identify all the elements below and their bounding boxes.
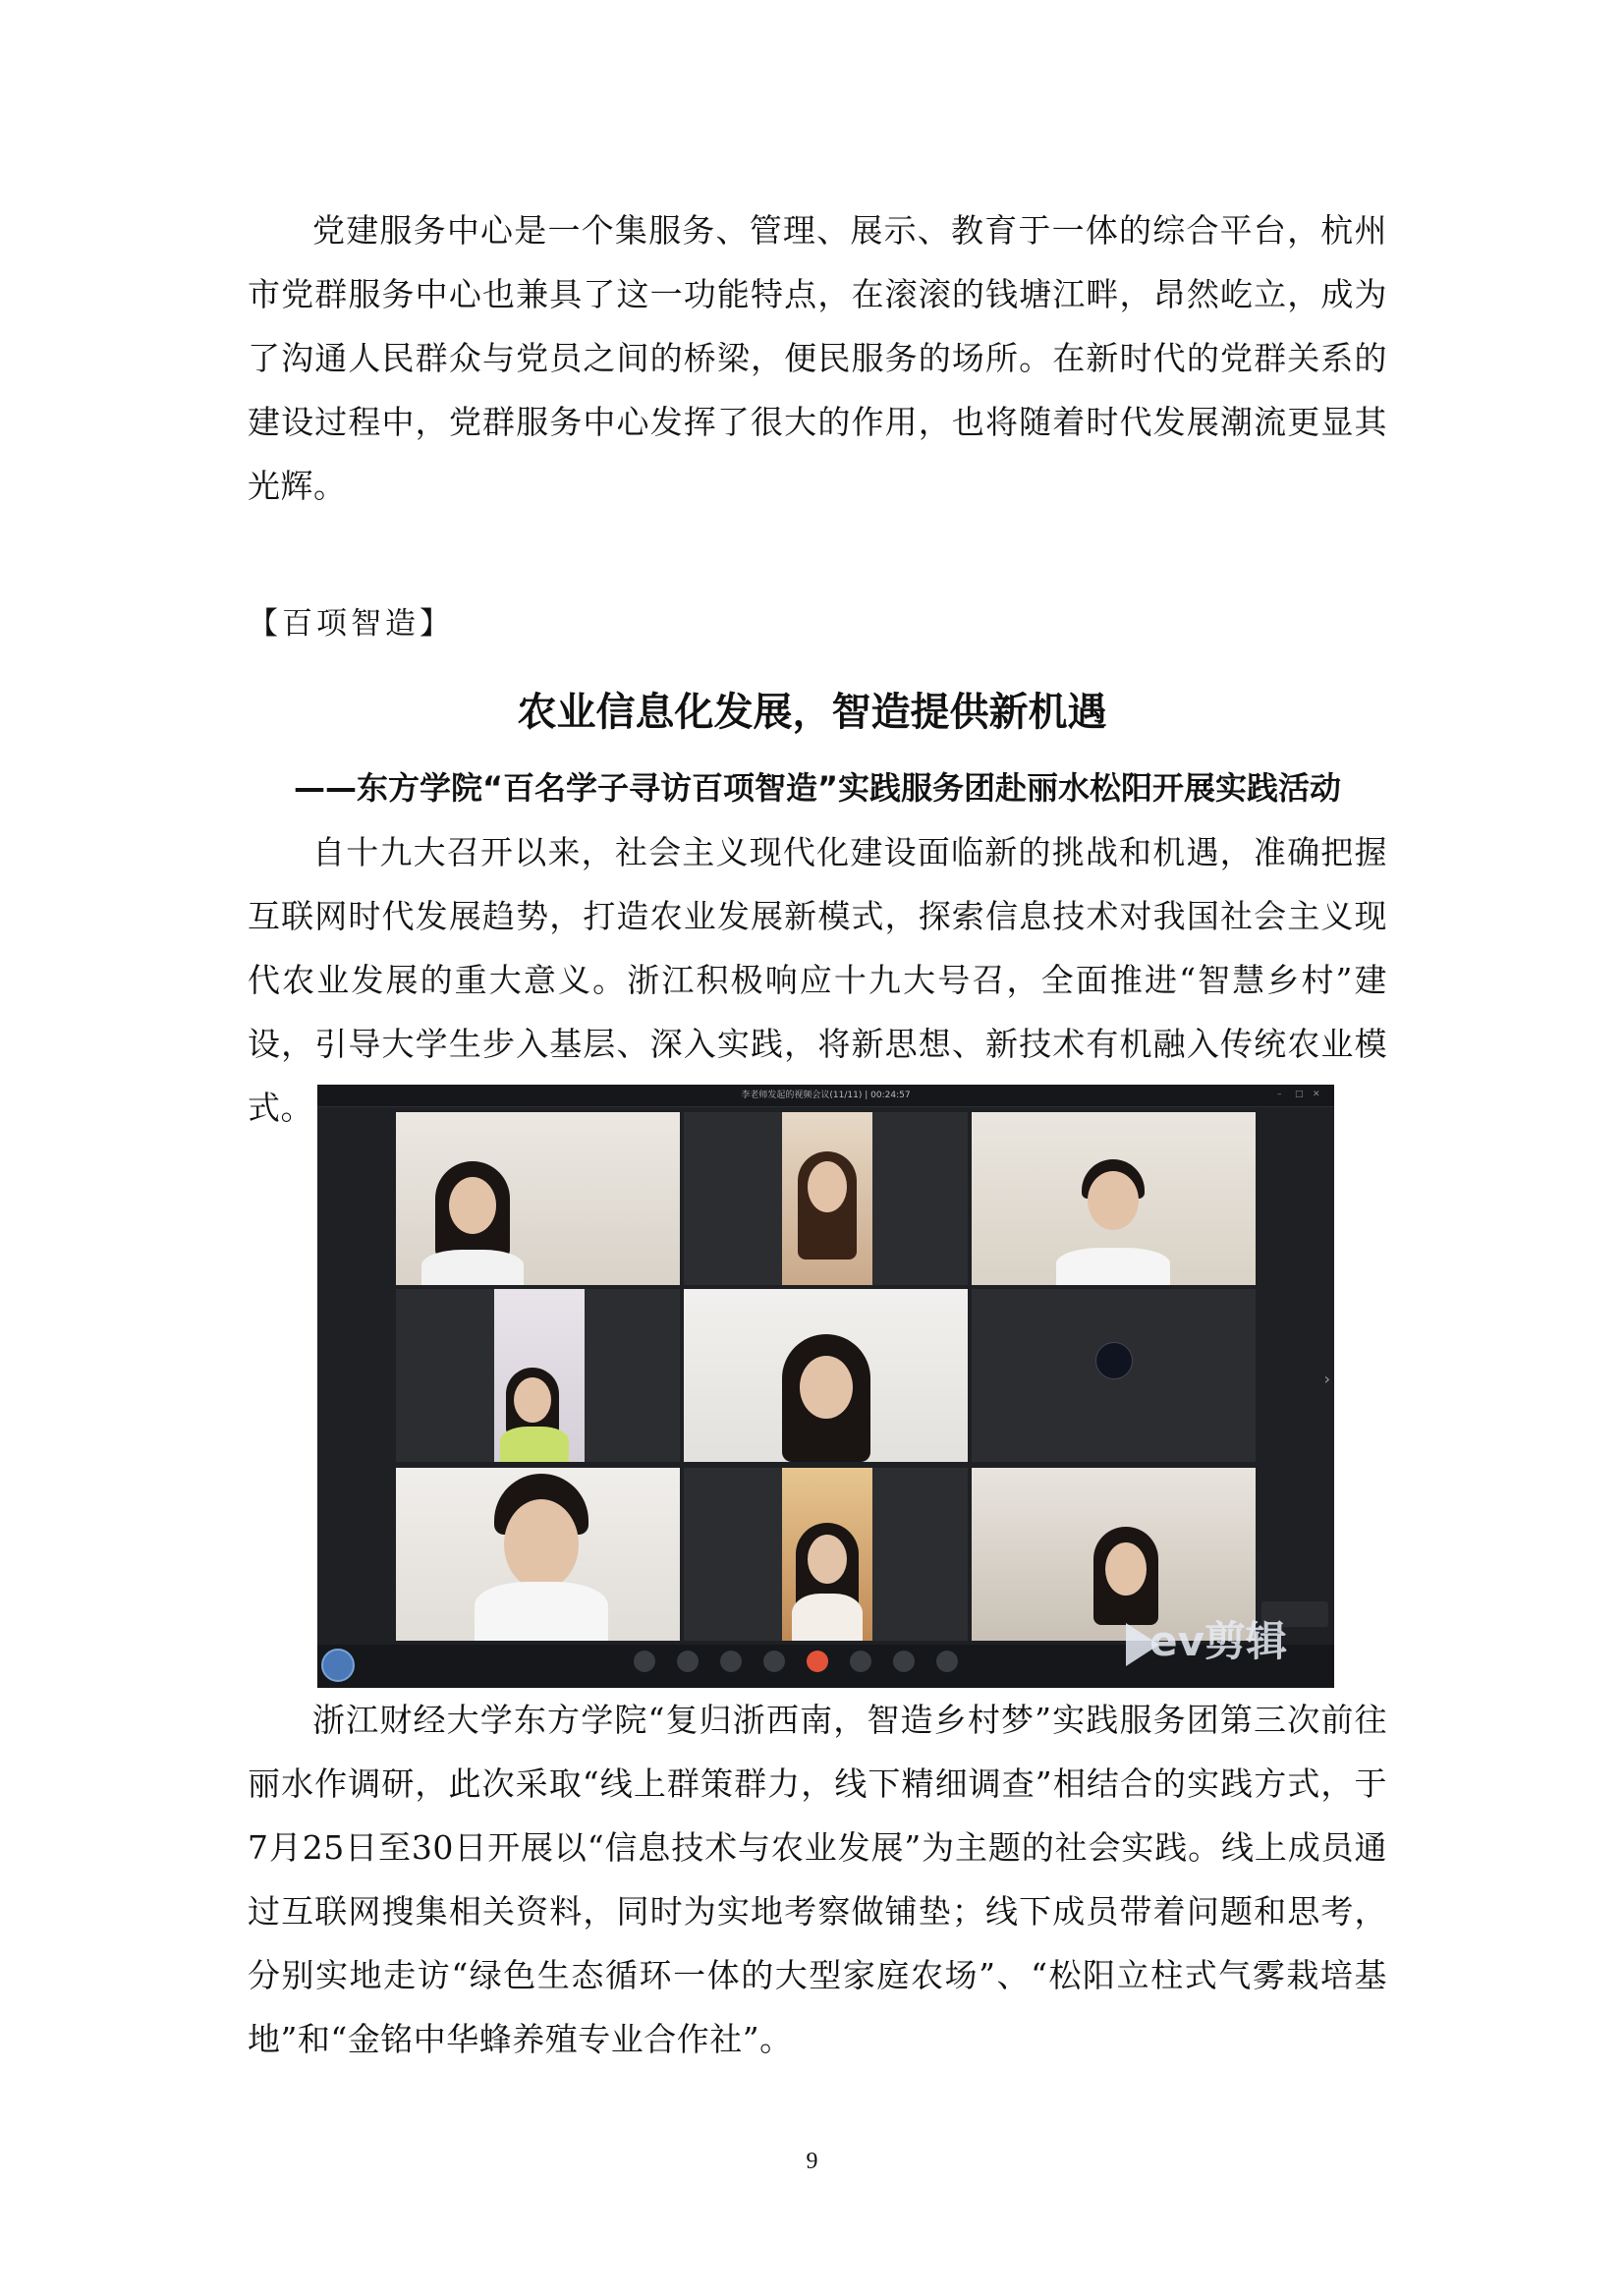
participant-tile [972,1289,1256,1462]
article-title: 农业信息化发展，智造提供新机遇 [517,690,1107,735]
participant-tile [684,1468,968,1641]
section-tag: 【百项智造】 [248,606,454,642]
participants-icon [850,1651,871,1672]
chevron-right-icon: › [1323,1370,1330,1388]
participant-tile [972,1112,1256,1285]
participant-grid [396,1112,1256,1645]
photo-window-titlebar [317,1085,1334,1107]
paragraph-practice: 浙江财经大学东方学院“复归浙西南，智造乡村梦”实践服务团第三次前往丽水作调研，此次采取“线上群策群力，线下精细调查”相结合的实践方式，于7月25日至30日开展以“信息技术与农业发展”为主题的社会实践。线上成员通过互联网搜集相关资料，同时为实地考察做铺垫；线下成员带着问题和思考，分别实地走访“绿色生态循环一体的大型家庭农场”、“松阳立柱式气雾栽培基地”和“金铭中华蜂养殖专业合作社”。 [248,1701,1387,2058]
minimize-icon: – [1277,1090,1282,1099]
hangup-icon [807,1651,828,1672]
photo-window-title: 李老师发起的视频会议(11/11) | 00:24:57 [741,1091,911,1100]
participant-video [494,1289,585,1462]
participant-video [684,1289,968,1462]
participant-tile [684,1112,968,1285]
participant-tile [396,1468,680,1641]
participant-video [396,1468,680,1641]
participant-tile [396,1289,680,1462]
article-subtitle: ——东方学院“百名学子寻访百项智造”实践服务团赴丽水松阳开展实践活动 [293,769,1342,807]
participant-video [972,1112,1256,1285]
record-icon [893,1651,915,1672]
video-conference-photo [317,1085,1334,1688]
avatar [321,1649,355,1682]
paragraph-intro: 党建服务中心是一个集服务、管理、展示、教育于一体的综合平台，杭州市党群服务中心也兼具了这一功能特点，在滚滚的钱塘江畔，昂然屹立，成为了沟通人民群众与党员之间的桥梁，便民服务的场所。在新时代的党群关系的建设过程中，党群服务中心发挥了很大的作用，也将随着时代发展潮流更显其光辉。 [248,211,1387,505]
watermark: ev剪辑 [1149,1617,1287,1665]
screen-share-icon [720,1651,742,1672]
participant-video [782,1112,872,1285]
paragraph-background: 自十九大召开以来，社会主义现代化建设面临新的挑战和机遇，准确把握互联网时代发展趋势，打造农业发展新模式，探索信息技术对我国社会主义现代农业发展的重大意义。浙江积极响应十九大号召，全面推进“智慧乡村”建设，引导大学生步入基层、深入实践，将新思想、新技术有机融入传统农业模式。 [248,833,1387,1127]
chat-icon [763,1651,785,1672]
mic-icon [634,1651,655,1672]
page-number: 9 [806,2149,818,2174]
close-icon: ✕ [1313,1090,1320,1099]
participant-video [782,1468,872,1641]
participant-video [396,1112,680,1285]
participant-tile [684,1289,968,1462]
maximize-icon: □ [1295,1090,1304,1099]
camera-icon [677,1651,699,1672]
more-icon [936,1651,958,1672]
participant-tile [396,1112,680,1285]
avatar [1095,1342,1133,1379]
